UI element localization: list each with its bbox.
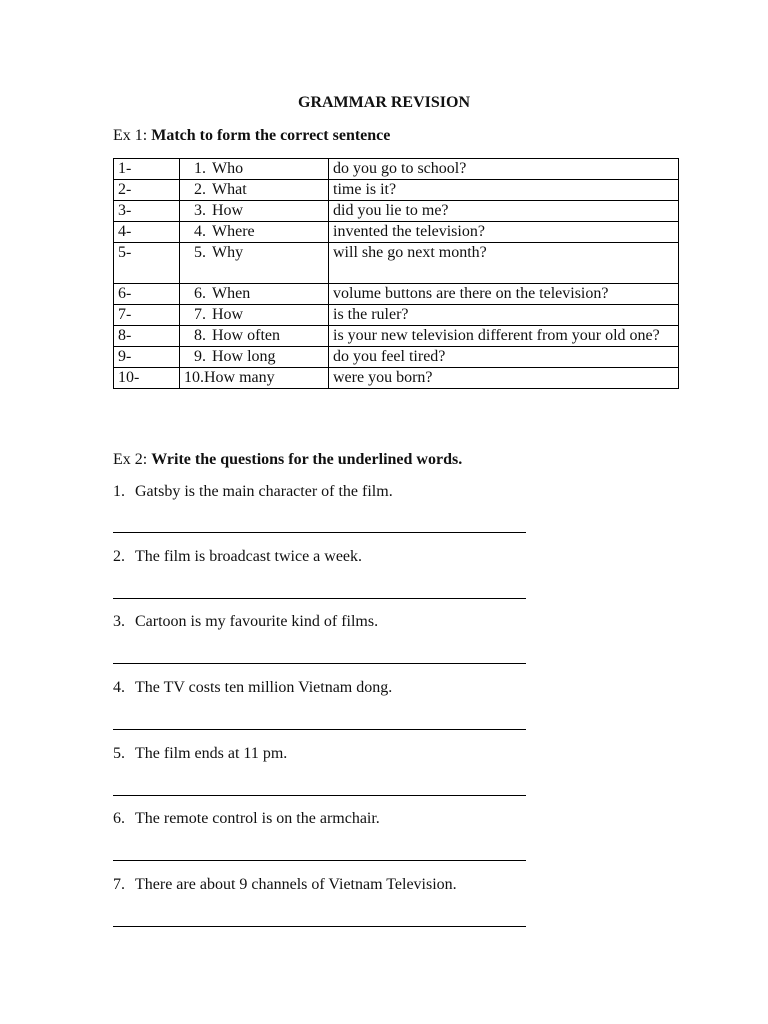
list-item: [113, 548, 533, 566]
list-item: [113, 679, 533, 697]
row-number: 10-: [114, 368, 180, 389]
question-word-number: 2.: [194, 181, 206, 198]
question-word-number: 8.: [194, 327, 206, 344]
row-number: 2-: [114, 180, 180, 201]
answer-line[interactable]: [113, 532, 526, 533]
question-word: Where: [212, 223, 255, 240]
question-word-cell: [180, 347, 329, 368]
item-sentence: The film ends at 11 pm.: [135, 745, 288, 762]
phrase-cell: is your new television different from your old one?: [329, 326, 679, 347]
question-word: How: [212, 306, 244, 323]
exercise-2-heading: [113, 451, 462, 469]
question-word: How: [212, 202, 244, 219]
table-row: [114, 347, 679, 368]
question-word-number: 5.: [194, 244, 206, 261]
answer-line[interactable]: [113, 795, 526, 796]
table-row: [114, 368, 679, 389]
answer-line[interactable]: [113, 860, 526, 861]
question-word-number: 10.: [184, 369, 204, 386]
exercise-1-heading: [113, 127, 390, 145]
item-number: 3.: [113, 613, 125, 630]
row-number: 6-: [114, 284, 180, 305]
question-word: How many: [204, 369, 275, 386]
question-word: How often: [212, 327, 280, 344]
question-word-cell: [180, 326, 329, 347]
exercise-1-prefix: Ex 1:: [113, 127, 152, 144]
phrase-cell: volume buttons are there on the television?: [329, 284, 679, 305]
list-item: [113, 810, 533, 828]
question-word-cell: [180, 222, 329, 243]
row-number: 7-: [114, 305, 180, 326]
question-word-cell: [180, 180, 329, 201]
phrase-cell: did you lie to me?: [329, 201, 679, 222]
question-word-number: 1.: [194, 160, 206, 177]
question-word-number: 6.: [194, 285, 206, 302]
phrase-cell: invented the television?: [329, 222, 679, 243]
exercise-1-instruction: Match to form the correct sentence: [151, 127, 391, 144]
question-word-number: 4.: [194, 223, 206, 240]
answer-line[interactable]: [113, 598, 526, 599]
phrase-cell: time is it?: [329, 180, 679, 201]
list-item: [113, 876, 533, 894]
table-row: [114, 159, 679, 180]
exercise-2-prefix: Ex 2:: [113, 451, 152, 468]
item-number: 7.: [113, 876, 125, 893]
phrase-cell: were you born?: [329, 368, 679, 389]
phrase-cell: is the ruler?: [329, 305, 679, 326]
list-item: [113, 483, 533, 501]
list-item: [113, 613, 533, 631]
item-number: 1.: [113, 483, 125, 500]
question-word: When: [212, 285, 251, 302]
matching-table: [113, 158, 679, 389]
item-sentence: The TV costs ten million Vietnam dong.: [135, 679, 393, 696]
exercise-2-instruction: Write the questions for the underlined words.: [151, 451, 463, 468]
item-sentence: Gatsby is the main character of the film.: [135, 483, 393, 500]
answer-line[interactable]: [113, 729, 526, 730]
item-sentence: There are about 9 channels of Vietnam Television.: [135, 876, 457, 893]
question-word-number: 7.: [194, 306, 206, 323]
question-word-cell: [180, 284, 329, 305]
item-sentence: Cartoon is my favourite kind of films.: [135, 613, 379, 630]
question-word: What: [212, 181, 247, 198]
row-number: 3-: [114, 201, 180, 222]
table-row: [114, 222, 679, 243]
question-word: Why: [212, 244, 244, 261]
question-word-cell: [180, 368, 329, 389]
question-word: How long: [212, 348, 276, 365]
item-number: 4.: [113, 679, 125, 696]
table-row: [114, 305, 679, 326]
item-sentence: The film is broadcast twice a week.: [135, 548, 363, 565]
table-row: [114, 326, 679, 347]
answer-line[interactable]: [113, 663, 526, 664]
question-word-number: 9.: [194, 348, 206, 365]
phrase-cell: will she go next month?: [329, 243, 679, 284]
phrase-cell: do you go to school?: [329, 159, 679, 180]
row-number: 9-: [114, 347, 180, 368]
question-word-cell: [180, 243, 329, 284]
row-number: 8-: [114, 326, 180, 347]
phrase-cell: do you feel tired?: [329, 347, 679, 368]
item-number: 2.: [113, 548, 125, 565]
table-row: [114, 243, 679, 284]
table-row: [114, 180, 679, 201]
item-sentence: The remote control is on the armchair.: [135, 810, 380, 827]
item-number: 6.: [113, 810, 125, 827]
question-word-cell: [180, 305, 329, 326]
question-word: Who: [212, 160, 244, 177]
table-row: [114, 201, 679, 222]
page-title: GRAMMAR REVISION: [298, 94, 470, 111]
row-number: 5-: [114, 243, 180, 284]
question-word-number: 3.: [194, 202, 206, 219]
answer-line[interactable]: [113, 926, 526, 927]
row-number: 1-: [114, 159, 180, 180]
list-item: [113, 745, 533, 763]
row-number: 4-: [114, 222, 180, 243]
question-word-cell: [180, 159, 329, 180]
question-word-cell: [180, 201, 329, 222]
item-number: 5.: [113, 745, 125, 762]
table-row: [114, 284, 679, 305]
